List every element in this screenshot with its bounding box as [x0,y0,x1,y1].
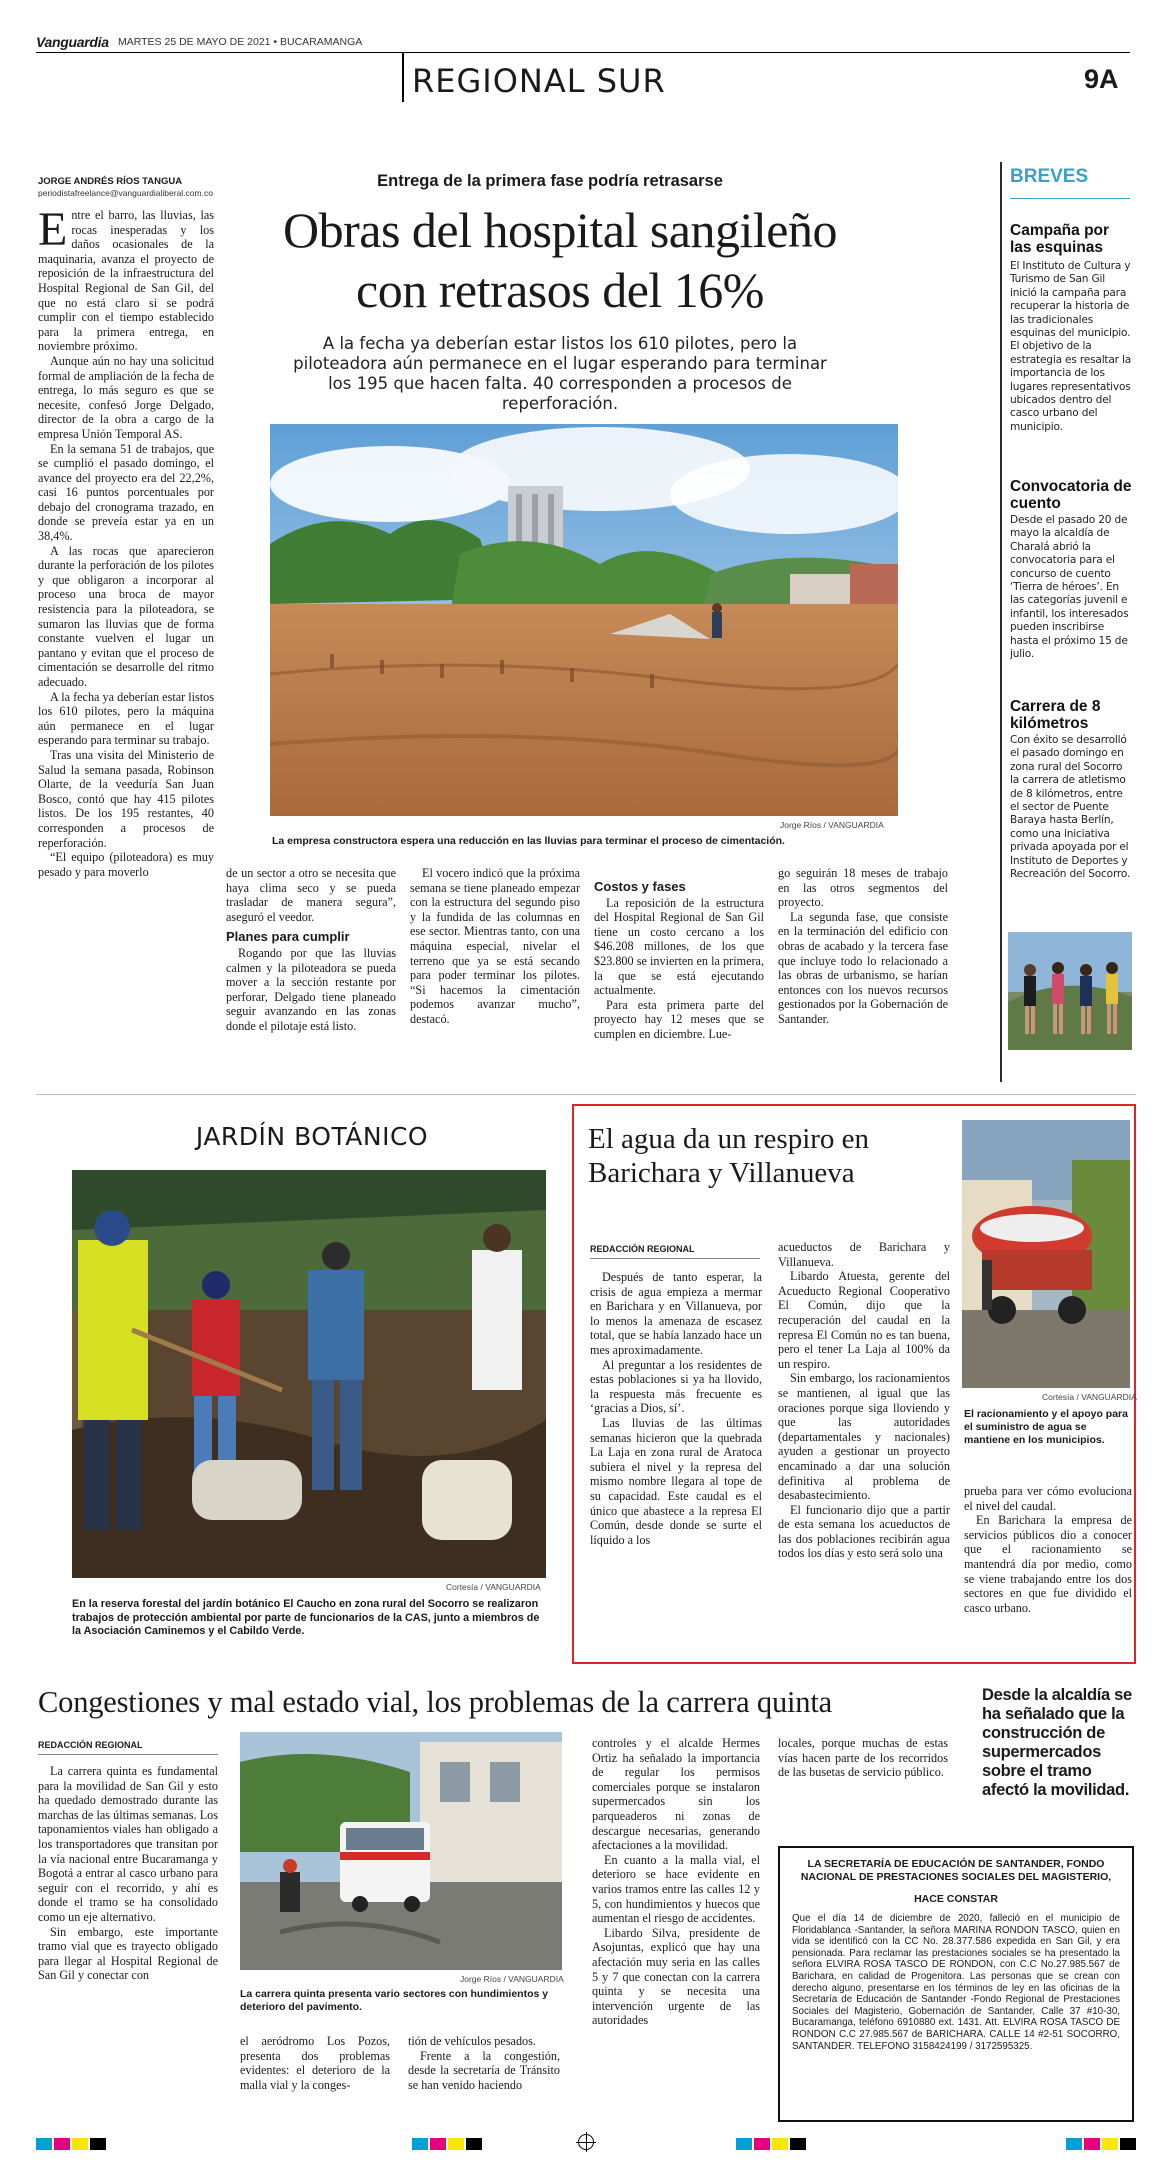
main-deck: A la fecha ya deberían estar listos los 610 pilotes, pero la piloteadora aún permanece en el lugar esperando para terminar los 195 que hacen falta. 40 corresponden a procesos de reperforación. [293,334,827,413]
paragraph: Para esta primera parte del proyecto hay 12 meses que se cumplen en diciembre. Lue- [594,997,764,1041]
page-number: 9A [1084,64,1119,94]
dateline: MARTES 25 DE MAYO DE 2021 • BUCARAMANGA [118,36,363,48]
carrera-col-2 [240,2034,390,2092]
paragraph: Libardo Atuesta, gerente del Acueducto Regional Cooperativo El Común, dijo que la recuperación del caudal en la represa El Común no es tan buena, pero el tener La Laja al 100% da un respiro. [778,1269,950,1371]
paragraph: En cuanto a la malla vial, el deterioro se hace evidente en varios tramos entre las calles 12 y 5, con hundimientos y huecos que aumentan el riesgo de accidentes. [592,1852,760,1926]
notice-subtitle: HACE CONSTAR [914,1893,998,1905]
drop-cap: E [38,203,68,256]
byline-email: periodistafreelance@vanguardialiberal.com.co [38,188,213,198]
carrera-col-1 [38,1764,218,1983]
paragraph: Sin embargo, los racionamientos se mantienen, al igual que las oraciones porque siga lloviendo y que las autoridades (departamentales y nacionales) ayuden a gestionar un proyecto encaminado a dar una solución definitiva al problema de desabastecimiento. [778,1371,950,1503]
paragraph: acueductos de Barichara y Villanueva. [778,1240,950,1269]
main-photo-credit: Jorge Ríos / VANGUARDIA [780,820,884,830]
jardin-photo-caption: En la reserva forestal del jardín botánico El Caucho en zona rural del Socorro se realizaron trabajos de protección ambiental por parte de funcionarios de la CAS, junto a miembros de la Asociación Caminemos y el Cabildo Verde. [72,1598,540,1638]
paragraph: El vocero indicó que la próxima semana se tiene planeado empezar con la estructura del segundo piso y la fundida de las columnas en ese sector. Mientras tanto, con una máquina especial, nivelar el terreno que ya se está secando para poder terminar los pilotes. “Si hacemos la cimentación podemos avanzar mucho”, destacó. [410,866,580,1026]
kicker: Entrega de la primera fase podría retrasarse [377,172,723,190]
breve-heading: Convocatoria de cuento [1010,478,1132,512]
paragraph: Libardo Silva, presidente de Asojuntas, explicó que hay una afectación muy seria en las calles 5 y 7 que conectan con la carrera quinta y se necesita una intervención urgente de las autoridades [592,1925,760,2028]
legal-notice [778,1846,1134,2122]
section-title: REGIONAL SUR [412,62,666,100]
carrera-col-4 [592,1736,760,2028]
paragraph: tión de vehículos pesados. [408,2034,536,2048]
carrera-col-3 [408,2034,560,2092]
breve-body: El Instituto de Cultura y Turismo de San Gil inició la campaña para recuperar la historia de las tradicionales esquinas del municipio. El objetivo de la estrategia es resaltar la importancia de los lugares representativos ubicados dentro del casco urbano del municipio. [1010,260,1132,433]
notice-body: Que el día 14 de diciembre de 2020, falleció en el municipio de Floridablanca -Santander, la señora MARINA RONDON TASCO, quien en vida se identificó con la CC No. 28.377.586 expedida en San Gil, y era pensionada. Para reclamar las prestaciones sociales se ha presentado la señora ELVIRA ROSA TASCO DE RONDON, con C.C No.27.985.567 de Barichara, en calidad de Progenitora. Las personas que se crean con derecho alguno, presentarse en los términos de ley en las oficinas de la Secretaría de Educación de Santander -Fondo Regional de Prestaciones Sociales del Magisterio, Gobernación de Santander, Calle 37 #10-30, Bucaramanga, teléfono 6910880 ext. 1431. Att. ELVIRA ROSA TASCO DE RONDON C.C 27.985.567 de BARICHARA. CALLE 14 #2-51 SOCORRO, SANTANDER. TELEFONO 3158424199 / 3172595325. [792,1913,1120,2052]
header-rule [36,52,1130,53]
paragraph: ntre el barro, las lluvias, las rocas inesperadas y los daños ocasionales de la maquinaria, avanza el proyecto de reposición de la infraestructura del Hospital Regional de San Gil, del que no está claro si se podrá cumplir con el tiempo establecido para la primera entrega, en noviembre próximo. [38,208,214,354]
breve-body: Desde el pasado 20 de mayo la alcaldía de Charalá abrió la convocatoria para el concurso de cuento ‘Tierra de héroes’. En las categorías juvenil e infantil, los interesados pueden inscribirse hasta el próximo 15 de julio. [1010,514,1129,661]
jardin-title: JARDÍN BOTÁNICO [195,1122,429,1151]
carrera-headline: Congestiones y mal estado vial, los problemas de la carrera quinta [38,1685,832,1719]
section-separator [36,1094,1136,1095]
botanical-garden-photo [72,1170,546,1578]
masthead [36,34,1136,114]
breve-body: Con éxito se desarrolló el pasado domingo en zona rural del Socorro la carrera de atletismo de 8 kilómetros, entre el sector de Puente Baraya hasta Berlín, como una iniciativa privada apoyada por el Instituto de Deportes y Recreación del Socorro. [1010,734,1131,881]
paragraph: Frente a la congestión, desde la secretaría de Tránsito se han venido haciendo [408,2048,560,2092]
breve-heading: Carrera de 8 kilómetros [1010,698,1101,732]
carrera-quote: Desde la alcaldía se ha señalado que la construcción de supermercados sobre el tramo afectó la movilidad. [982,1686,1132,1799]
byline: JORGE ANDRÉS RÍOS TANGUA [38,176,183,187]
agua-col-2 [778,1240,950,1561]
hospital-construction-photo [270,424,898,816]
paragraph: En la semana 51 de trabajos, que se cumplió el pasado domingo, el avance del proyecto era del 22,2%, casi 16 puntos porcentuales por debajo del cronograma trazado, en donde se preveía estar ya en un 38,4%. [38,441,214,544]
agua-col-1 [590,1270,762,1547]
carrera-photo-caption: La carrera quinta presenta vario sectores con hundimientos y deterioro del pavimento. [240,1988,549,2013]
main-headline: Obras del hospital sangileño con retrasos del 16% [283,202,837,318]
breves-sidebar [1004,162,1134,1082]
main-col-3 [410,866,580,1027]
paragraph: Sin embargo, este importante tramo vial que es trayecto obligado para llegar al Hospital Regional de San Gil y conectar con [38,1924,218,1983]
paragraph: el aeródromo Los Pozos, presenta dos problemas evidentes: el deterioro de la malla vial y la conges- [240,2034,390,2092]
main-col-2 [226,866,396,1034]
water-truck-photo [962,1120,1130,1388]
agua-headline: El agua da un respiro en Barichara y Villanueva [588,1123,870,1189]
section-divider [402,52,404,102]
paragraph: Las lluvias de las últimas semanas hicieron que la quebrada La Laja en zona rural de Aratoca subiera el nivel y la represa del mismo nombre llegara al tope de su capacidad. Este caudal es el único que abastece a la represa El Común, desde donde se surte el líquido a los [590,1415,762,1547]
carrera-quinta-photo [240,1732,562,1970]
paragraph: go seguirán 18 meses de trabajo en las otros segmentos del proyecto. [778,866,948,910]
paragraph: “El equipo (piloteadora) es muy pesado y para moverlo [38,850,214,879]
paragraph: Tras una visita del Ministerio de Salud la semana pasada, Robinson Olarte, de la veeduría San Juan Bosco, contó que hay 415 pilotes listos. De los 195 restantes, 40 corresponden a procesos de reperforación. [38,747,214,850]
paragraph: Después de tanto esperar, la crisis de agua empieza a mermar en Barichara y en Villanueva, por lo menos la amenaza de escasez total, que se había lanzado hace un mes aproximadamente. [590,1270,762,1357]
runners-photo [1008,932,1132,1050]
agua-byline: REDACCIÓN REGIONAL [590,1244,695,1254]
paragraph: locales, porque muchas de estas vías hacen parte de los recorridos de las busetas de servicio público. [778,1736,948,1780]
paragraph: Al preguntar a los residentes de estas poblaciones si ya ha llovido, la respuesta más frecuente es ‘gracias a Dios, sí’. [590,1357,762,1416]
paragraph: A las rocas que aparecieron durante la perforación de los pilotes y que obligaron a incorporar al proceso una broca de mayor resistencia para la piloteadora, se sumaron las lluvias que de forma constante vuelven el lugar un pantano y evitan que el proceso de cimentación se desarrolle del ritmo adecuado. [38,543,214,689]
jardin-photo-credit: Cortesía / VANGUARDIA [446,1582,541,1592]
main-col-1 [38,203,214,1088]
paragraph: de un sector a otro se necesita que haya clima seco y se pueda trasladar de manera segura”, aseguró el veedor. [226,866,396,924]
agua-photo-caption: El racionamiento y el apoyo para el suministro de agua se mantiene en los municipios. [964,1408,1128,1446]
agua-byline-rule [590,1258,760,1259]
paragraph: controles y el alcalde Hermes Ortiz ha señalado la importancia de regular los permisos comerciales porque se instalaron supermercados sin los parqueaderos ni zonas de descargue necesarias, generando afectaciones a la movilidad. [592,1736,760,1853]
agua-photo-credit: Cortesía / VANGUARDIA [1042,1392,1137,1402]
paragraph: Aunque aún no hay una solicitud formal de ampliación de la fecha de entrega, lo más seguro es que se necesite, confesó Jorge Delgado, director de la obra a cargo de la empresa Unión Temporal AS. [38,353,214,441]
subhead-costos: Costos y fases [594,879,686,894]
brand-logo: Vanguardia [36,34,109,50]
paragraph: La segunda fase, que consiste en la terminación del edificio con obras de acabado y la tercera fase que incluye todo lo relacionado a las obras de urbanismo, se harían entonces con los nuevos recursos gestionados por la Gobernación de Santander. [778,909,948,1026]
registration-mark-icon [578,2134,594,2150]
paragraph: El funcionario dijo que a partir de esta semana los acueductos de las dos poblaciones recibirán agua todos los días y esto será solo una [778,1502,950,1561]
breve-heading: Campaña por las esquinas [1010,222,1110,256]
main-col-5 [778,866,948,1027]
carrera-byline-rule [38,1754,218,1755]
paragraph: A la fecha ya deberían estar listos los 610 pilotes, pero la máquina aún permanece en el lugar esperando para terminar su trabajo. [38,689,214,748]
carrera-col-5 [778,1736,948,1780]
main-col-4 [594,866,764,1042]
carrera-byline: REDACCIÓN REGIONAL [38,1740,143,1750]
agua-col-3 [964,1484,1132,1615]
breves-rule [1000,162,1002,1082]
paragraph: prueba para ver cómo evoluciona el nivel del caudal. [964,1484,1132,1513]
notice-title: LA SECRETARÍA DE EDUCACIÓN DE SANTANDER, FONDO NACIONAL DE PRESTACIONES SOCIALES DEL MAGISTERIO, [800,1858,1112,1883]
paragraph: La reposición de la estructura del Hospital Regional de San Gil tiene un costo cercano a los $46.208 millones, de los que $23.800 se invierten en la primera, la que se está ejecutando actualmente. [594,895,764,998]
carrera-photo-credit: Jorge Ríos / VANGUARDIA [460,1974,564,1984]
paragraph: La carrera quinta es fundamental para la movilidad de San Gil y esto ha quedado demostrado durante las marchas de las últimas semanas. Los taponamientos viales han obligado a los transportadores que transitan por la vía nacional entre Bucaramanga y Bogotá a entrar al casco urbano para seguir con el recorrido, y ahí es donde el tramo se ha consolidado como un eje alternativo. [38,1764,218,1924]
breves-title: BREVES [1010,166,1089,187]
paragraph: Rogando por que las lluvias calmen y la piloteadora se pueda mover a la sección restante por perforar, Delgado tiene planeado seguir avanzando en las zonas donde el pilotaje está listo. [226,945,396,1033]
breves-title-rule [1010,198,1130,199]
paragraph: En Barichara la empresa de servicios públicos dio a conocer que el racionamiento se mantendrá día por medio, como se viene trabajando entre los dos sectores en que fue dividido el casco urbano. [964,1513,1132,1615]
main-photo-caption: La empresa constructora espera una reducción en las lluvias para terminar el proceso de cimentación. [272,835,785,847]
subhead-planes: Planes para cumplir [226,929,350,945]
